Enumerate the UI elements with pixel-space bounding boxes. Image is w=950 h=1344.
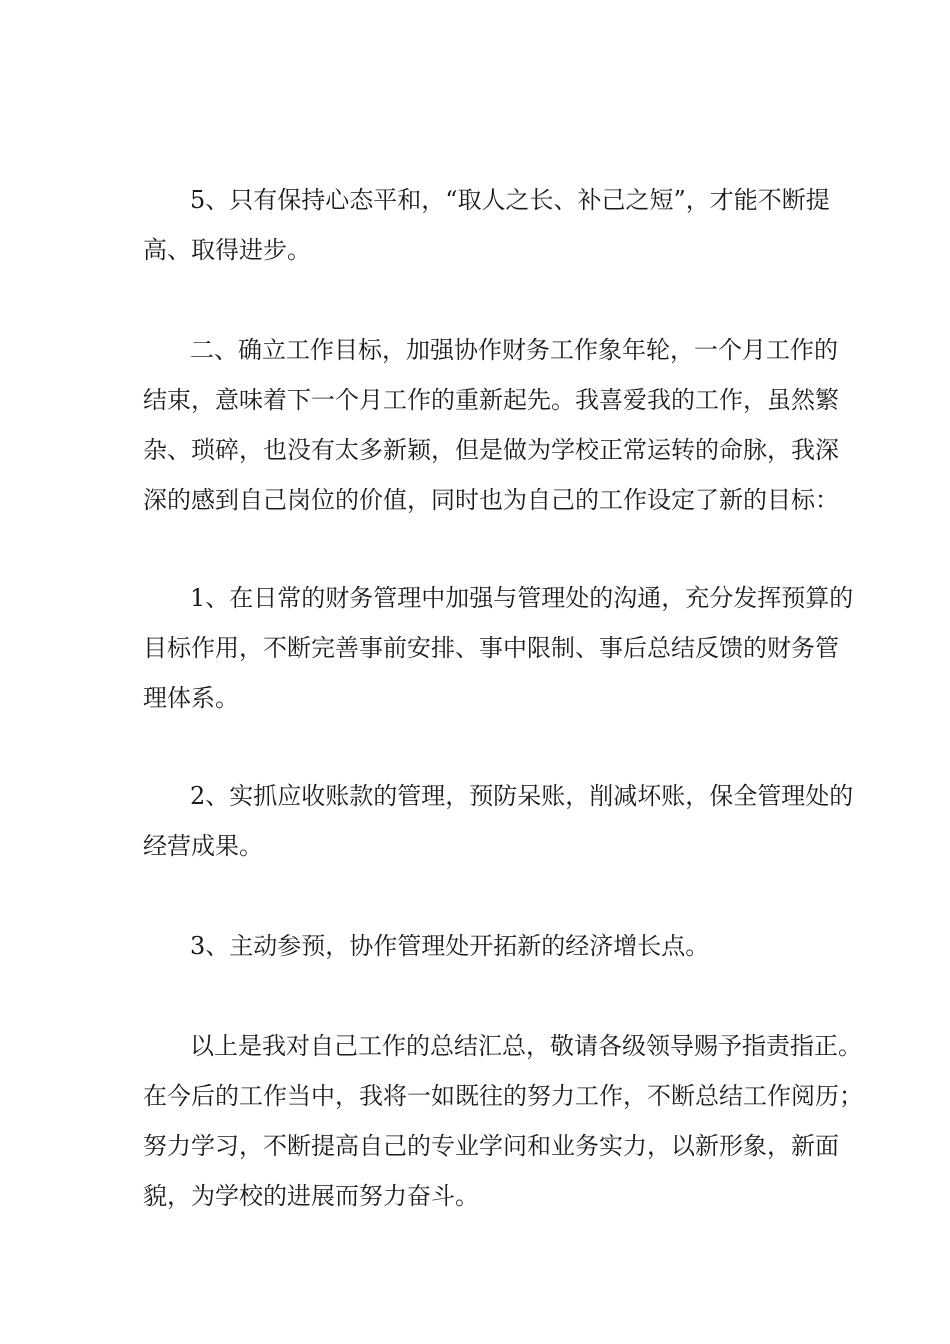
paragraph-1-line-2: 高、取得进步。 <box>143 236 311 264</box>
paragraph-1-line-1: 5、只有保持心态平和，“取人之长、补己之短”，才能不断提 <box>190 186 830 214</box>
paragraph-6-line-1: 以上是我对自己工作的总结汇总，敬请各级领导赐予指责指正。 <box>190 1032 862 1060</box>
paragraph-3-line-1: 1、在日常的财务管理中加强与管理处的沟通，充分发挥预算的 <box>190 584 854 612</box>
paragraph-2-line-1: 二、确立工作目标，加强协作财务工作象年轮，一个月工作的 <box>190 336 838 364</box>
paragraph-6-line-4: 貌，为学校的进展而努力奋斗。 <box>143 1182 479 1210</box>
paragraph-2-line-4: 深的感到自己岗位的价值，同时也为自己的工作设定了新的目标： <box>143 486 839 514</box>
paragraph-4-line-1: 2、实抓应收账款的管理，预防呆账，削减坏账，保全管理处的 <box>190 782 854 810</box>
paragraph-5-line-1: 3、主动参预，协作管理处开拓新的经济增长点。 <box>190 932 710 960</box>
paragraph-6-line-3: 努力学习，不断提高自己的专业学问和业务实力，以新形象，新面 <box>143 1132 839 1160</box>
paragraph-2-line-2: 结束，意味着下一个月工作的重新起先。我喜爱我的工作，虽然繁 <box>143 386 839 414</box>
paragraph-3-line-3: 理体系。 <box>143 684 239 712</box>
paragraph-6-line-2: 在今后的工作当中，我将一如既往的努力工作，不断总结工作阅历； <box>143 1082 863 1110</box>
paragraph-4-line-2: 经营成果。 <box>143 832 263 860</box>
paragraph-2-line-3: 杂、琐碎，也没有太多新颖，但是做为学校正常运转的命脉，我深 <box>143 436 839 464</box>
paragraph-3-line-2: 目标作用，不断完善事前安排、事中限制、事后总结反馈的财务管 <box>143 634 839 662</box>
